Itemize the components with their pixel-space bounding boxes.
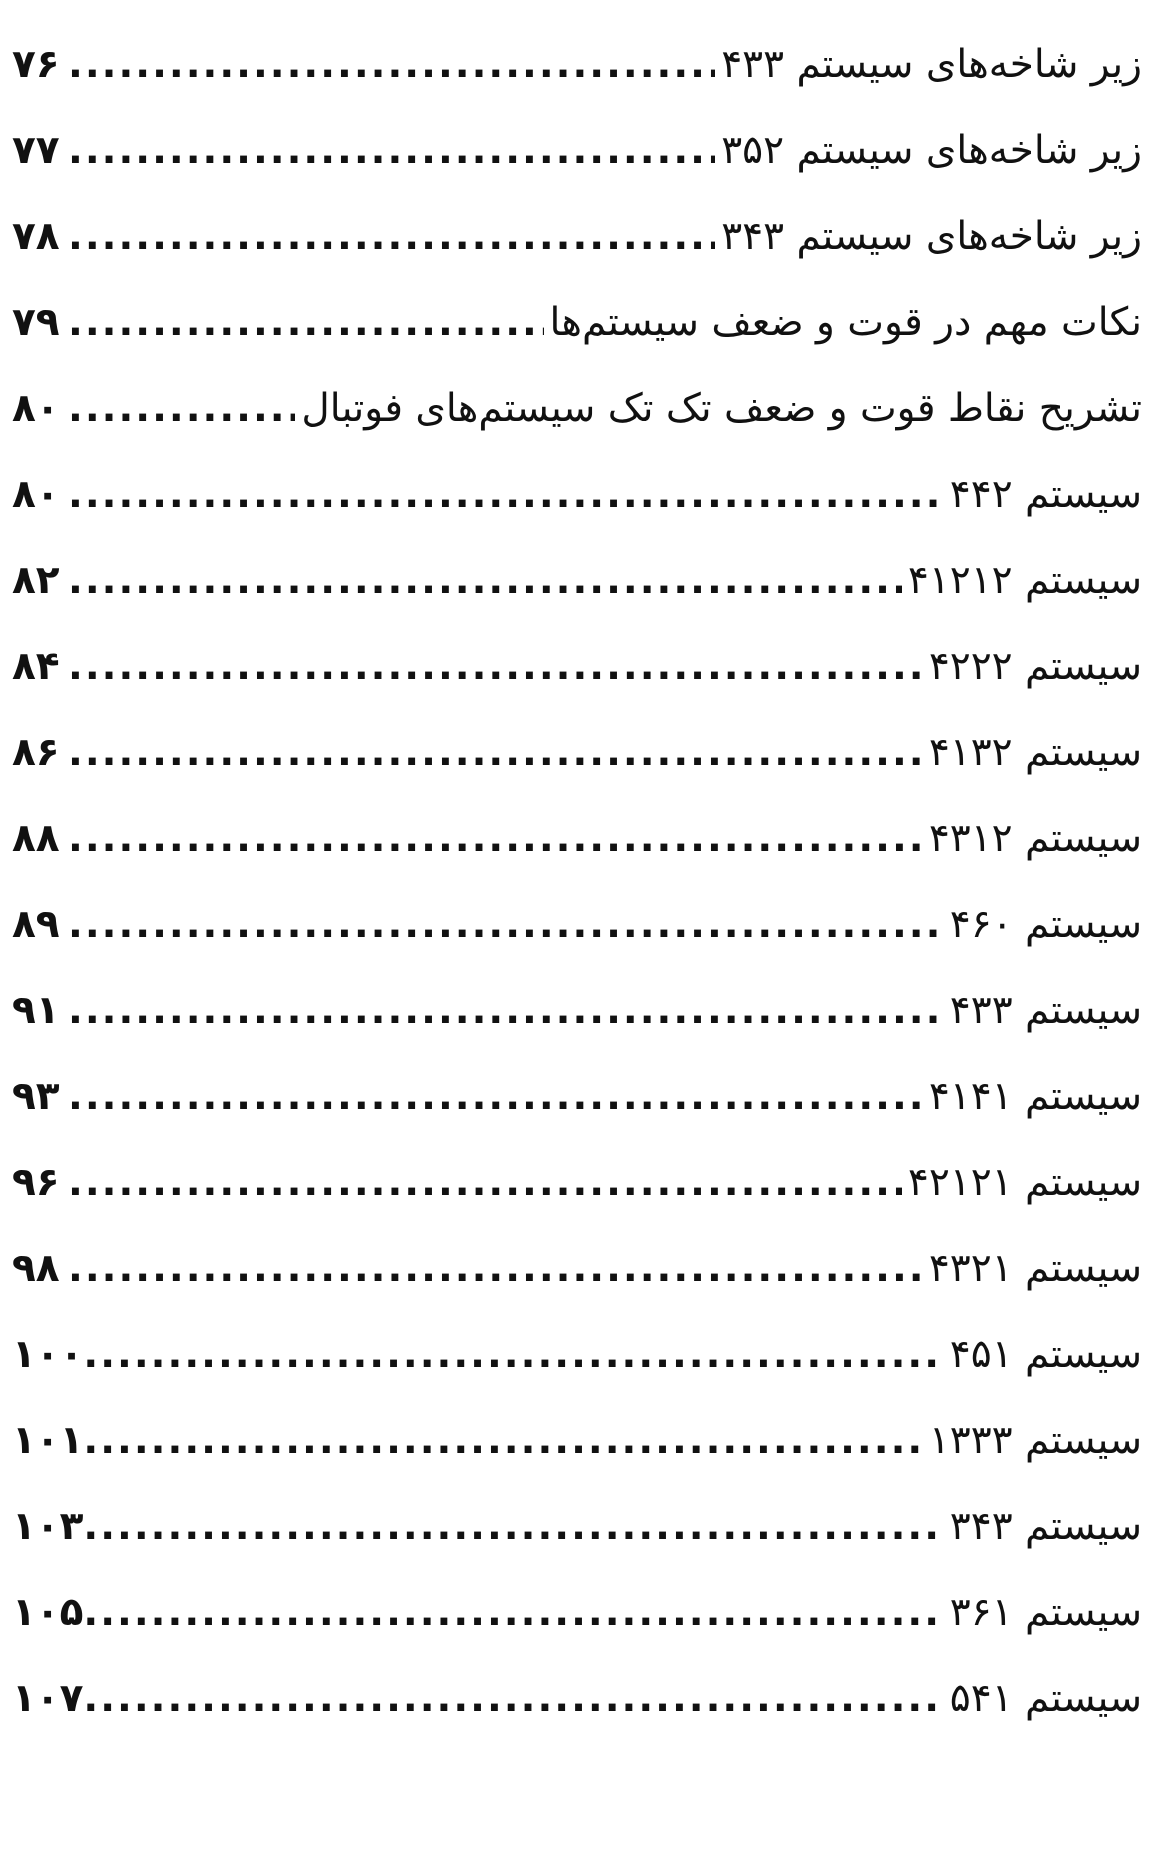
toc-entry-title: سیستم ۴۶۰ bbox=[949, 902, 1142, 947]
dot-leader bbox=[83, 1398, 922, 1484]
dot-leader bbox=[68, 22, 715, 108]
dot-leader bbox=[68, 968, 944, 1054]
dot-leader bbox=[68, 1140, 902, 1226]
toc-entry-page: ۱۰۰ bbox=[12, 1332, 84, 1377]
dot-leader bbox=[68, 452, 944, 538]
toc-entry[interactable] bbox=[12, 280, 1142, 366]
toc-entry[interactable] bbox=[12, 710, 1142, 796]
toc-entry-title: زیر شاخه‌های سیستم ۴۳۳ bbox=[721, 42, 1142, 87]
dot-leader bbox=[68, 710, 923, 796]
toc-entry[interactable] bbox=[12, 968, 1142, 1054]
toc-entry-page: ۱۰۷ bbox=[12, 1676, 84, 1721]
dot-leader bbox=[68, 882, 944, 968]
toc-entry[interactable] bbox=[12, 1140, 1142, 1226]
toc-entry[interactable] bbox=[12, 194, 1142, 280]
toc-entry-page: ۸۴ bbox=[12, 644, 60, 689]
dot-leader bbox=[68, 796, 923, 882]
toc-entry-title: تشریح نقاط قوت و ضعف تک تک سیستم‌های فوتبال bbox=[301, 386, 1142, 431]
dot-leader bbox=[68, 1226, 923, 1312]
table-of-contents bbox=[12, 22, 1142, 1742]
dot-leader bbox=[68, 538, 902, 624]
toc-entry-page: ۹۱ bbox=[12, 988, 60, 1033]
toc-entry-title: سیستم ۱۳۳۳ bbox=[928, 1418, 1142, 1463]
toc-entry-page: ۸۰ bbox=[12, 386, 60, 431]
toc-entry-page: ۷۶ bbox=[12, 42, 60, 87]
toc-entry-title: سیستم ۴۳۲۱ bbox=[928, 1246, 1142, 1291]
dot-leader bbox=[83, 1312, 943, 1398]
toc-entry[interactable] bbox=[12, 452, 1142, 538]
dot-leader bbox=[68, 108, 715, 194]
dot-leader bbox=[83, 1484, 943, 1570]
toc-entry-page: ۹۶ bbox=[12, 1160, 60, 1205]
toc-entry-title: سیستم ۴۲۲۲ bbox=[928, 644, 1142, 689]
toc-entry-page: ۷۸ bbox=[12, 214, 60, 259]
toc-entry-title: سیستم ۴۳۱۲ bbox=[928, 816, 1142, 861]
toc-entry-title: سیستم ۴۲۱۲۱ bbox=[907, 1160, 1142, 1205]
toc-entry-page: ۸۸ bbox=[12, 816, 60, 861]
toc-entry-title: سیستم ۴۵۱ bbox=[949, 1332, 1142, 1377]
toc-entry-page: ۱۰۱ bbox=[12, 1418, 84, 1463]
toc-entry[interactable] bbox=[12, 22, 1142, 108]
toc-entry-page: ۸۹ bbox=[12, 902, 60, 947]
toc-entry[interactable] bbox=[12, 796, 1142, 882]
toc-entry-page: ۱۰۵ bbox=[12, 1590, 84, 1635]
toc-entry[interactable] bbox=[12, 108, 1142, 194]
toc-entry-title: سیستم ۳۶۱ bbox=[949, 1590, 1142, 1635]
dot-leader bbox=[68, 194, 715, 280]
toc-entry[interactable] bbox=[12, 538, 1142, 624]
toc-entry-title: زیر شاخه‌های سیستم ۳۴۳ bbox=[721, 214, 1142, 259]
toc-entry-title: سیستم ۴۳۳ bbox=[949, 988, 1142, 1033]
toc-entry-title: سیستم ۴۱۴۱ bbox=[928, 1074, 1142, 1119]
toc-entry[interactable] bbox=[12, 1656, 1142, 1742]
toc-entry-page: ۸۲ bbox=[12, 558, 60, 603]
toc-entry[interactable] bbox=[12, 1226, 1142, 1312]
dot-leader bbox=[68, 366, 295, 452]
dot-leader bbox=[83, 1656, 943, 1742]
toc-entry-title: سیستم ۵۴۱ bbox=[949, 1676, 1142, 1721]
toc-entry-title: سیستم ۴۱۲۱۲ bbox=[907, 558, 1142, 603]
dot-leader bbox=[83, 1570, 943, 1656]
toc-entry[interactable] bbox=[12, 1484, 1142, 1570]
dot-leader bbox=[68, 1054, 923, 1140]
dot-leader bbox=[68, 624, 923, 710]
toc-entry[interactable] bbox=[12, 624, 1142, 710]
toc-entry-title: نکات مهم در قوت و ضعف سیستم‌ها bbox=[549, 300, 1142, 345]
toc-entry[interactable] bbox=[12, 1312, 1142, 1398]
toc-entry[interactable] bbox=[12, 1054, 1142, 1140]
dot-leader bbox=[68, 280, 544, 366]
toc-entry-page: ۷۷ bbox=[12, 128, 60, 173]
toc-entry[interactable] bbox=[12, 1398, 1142, 1484]
toc-entry-title: سیستم ۴۴۲ bbox=[949, 472, 1142, 517]
toc-entry[interactable] bbox=[12, 1570, 1142, 1656]
toc-entry-page: ۷۹ bbox=[12, 300, 60, 345]
toc-entry-page: ۹۳ bbox=[12, 1074, 60, 1119]
toc-entry[interactable] bbox=[12, 366, 1142, 452]
toc-entry-title: زیر شاخه‌های سیستم ۳۵۲ bbox=[721, 128, 1142, 173]
toc-entry-page: ۸۶ bbox=[12, 730, 60, 775]
toc-entry-title: سیستم ۴۱۳۲ bbox=[928, 730, 1142, 775]
toc-entry-page: ۱۰۳ bbox=[12, 1504, 84, 1549]
toc-entry[interactable] bbox=[12, 882, 1142, 968]
toc-entry-page: ۸۰ bbox=[12, 472, 60, 517]
toc-entry-title: سیستم ۳۴۳ bbox=[949, 1504, 1142, 1549]
toc-entry-page: ۹۸ bbox=[12, 1246, 60, 1291]
